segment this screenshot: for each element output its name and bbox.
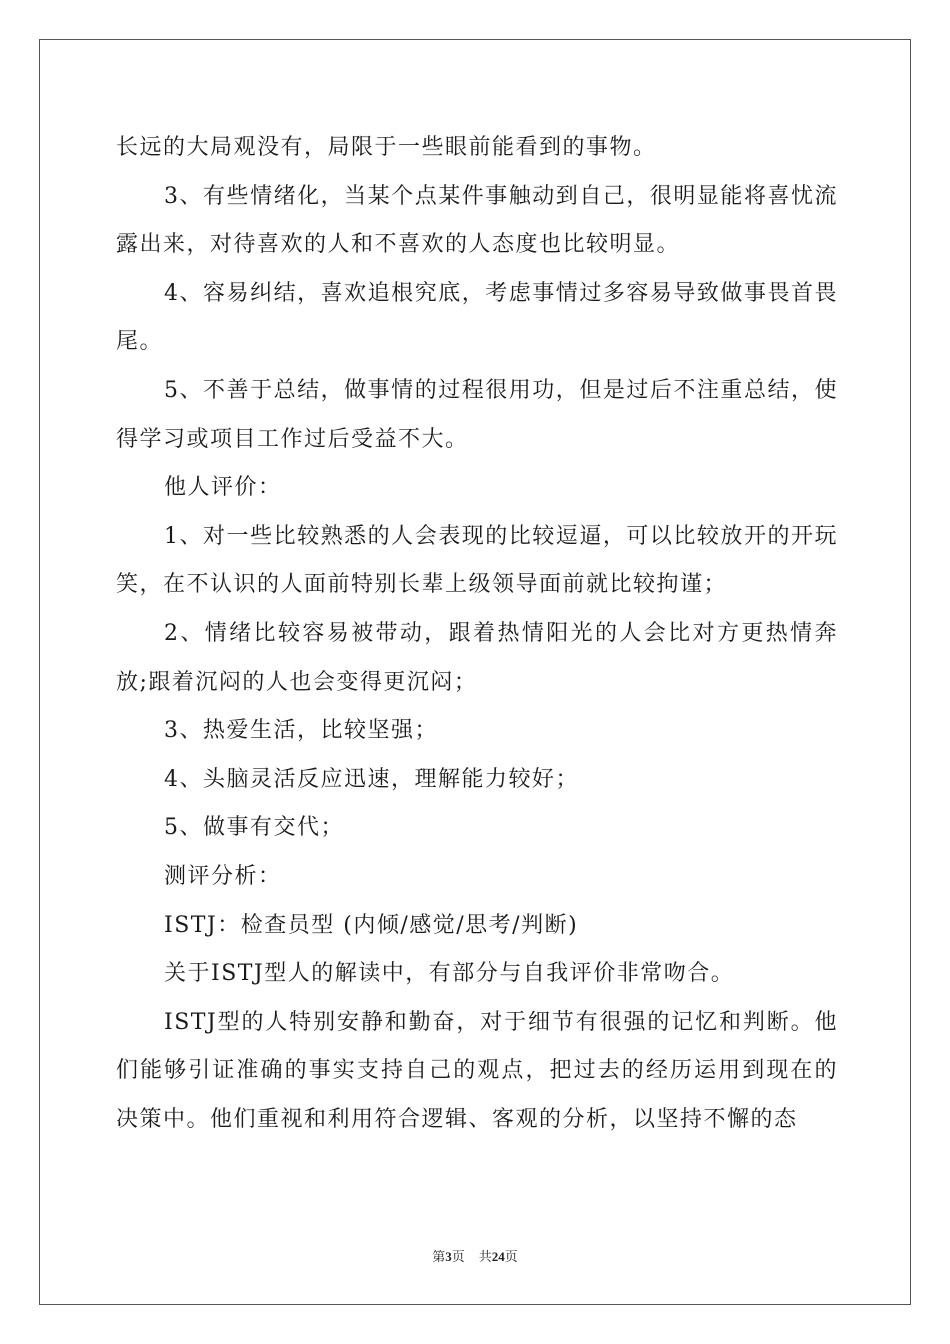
footer-total-prefix: 共	[478, 1249, 492, 1264]
paragraph-14: ISTJ型的人特别安静和勤奋，对于细节有很强的记忆和判断。他们能够引证准确的事实支持自己的观点，把过去的经历运用到现在的决策中。他们重视和利用符合逻辑、客观的分析，以坚持不懈的态	[116, 1009, 838, 1132]
paragraph-2: 3、有些情绪化，当某个点某件事触动到自己，很明显能将喜忧流露出来，对待喜欢的人和不喜欢的人态度也比较明显。	[116, 183, 838, 258]
footer-total-pages: 24	[491, 1249, 505, 1264]
paragraph-12: ISTJ：检查员型 (内倾/感觉/思考/判断)	[164, 912, 579, 938]
paragraph-8: 3、热爱生活，比较坚强；	[164, 718, 438, 744]
paragraph-13: 关于ISTJ型人的解读中，有部分与自我评价非常吻合。	[164, 961, 735, 987]
section-heading-assessment-analysis: 测评分析：	[164, 863, 282, 889]
document-body	[116, 124, 838, 1144]
paragraph-3: 4、容易纠结，喜欢追根究底，考虑事情过多容易导致做事畏首畏尾。	[116, 280, 838, 355]
paragraph-1: 长远的大局观没有，局限于一些眼前能看到的事物。	[116, 135, 657, 160]
paragraph-7: 2、情绪比较容易被带动，跟着热情阳光的人会比对方更热情奔放;跟着沉闷的人也会变得更沉闷；	[116, 620, 838, 695]
paragraph-10: 5、做事有交代；	[164, 815, 344, 841]
footer-page-suffix: 页	[451, 1249, 465, 1264]
footer-total-suffix: 页	[504, 1249, 518, 1264]
paragraph-4: 5、不善于总结，做事情的过程很用功，但是过后不注重总结，使得学习或项目工作过后受益不大。	[116, 377, 838, 452]
footer-page-prefix: 第	[432, 1249, 446, 1264]
section-heading-others-evaluation: 他人评价：	[164, 475, 282, 501]
paragraph-6: 1、对一些比较熟悉的人会表现的比较逗逼，可以比较放开的开玩笑，在不认识的人面前特别长辈上级领导面前就比较拘谨；	[116, 523, 838, 598]
paragraph-9: 4、头脑灵活反应迅速，理解能力较好；	[164, 766, 579, 792]
page-footer	[0, 1246, 950, 1265]
footer-page-number: 3	[445, 1249, 452, 1264]
